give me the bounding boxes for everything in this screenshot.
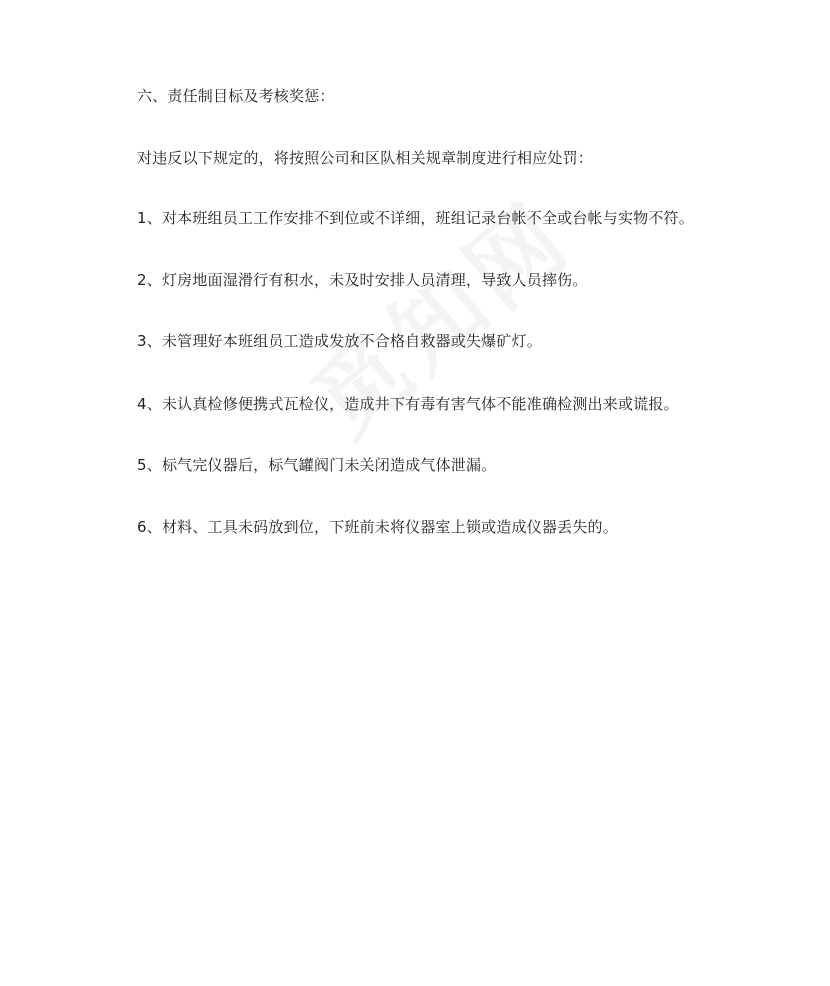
list-item: 3、未管理好本班组员工造成发放不合格自救器或失爆矿灯。 [137,332,542,350]
list-item: 2、灯房地面湿滑行有积水，未及时安排人员清理，导致人员摔伤。 [137,271,588,289]
list-item: 6、材料、工具未码放到位，下班前未将仪器室上锁或造成仪器丢失的。 [137,518,618,536]
section-heading: 六、责任制目标及考核奖惩： [137,87,335,105]
list-item: 5、标气完仪器后，标气罐阀门未关闭造成气体泄漏。 [137,456,497,474]
intro-paragraph: 对违反以下规定的，将按照公司和区队相关规章制度进行相应处罚： [137,149,594,167]
list-item: 4、未认真检修便携式瓦检仪，造成井下有毒有害气体不能准确检测出来或谎报。 [137,395,679,413]
list-item: 1、对本班组员工工作安排不到位或不详细，班组记录台帐不全或台帐与实物不符。 [137,209,694,227]
